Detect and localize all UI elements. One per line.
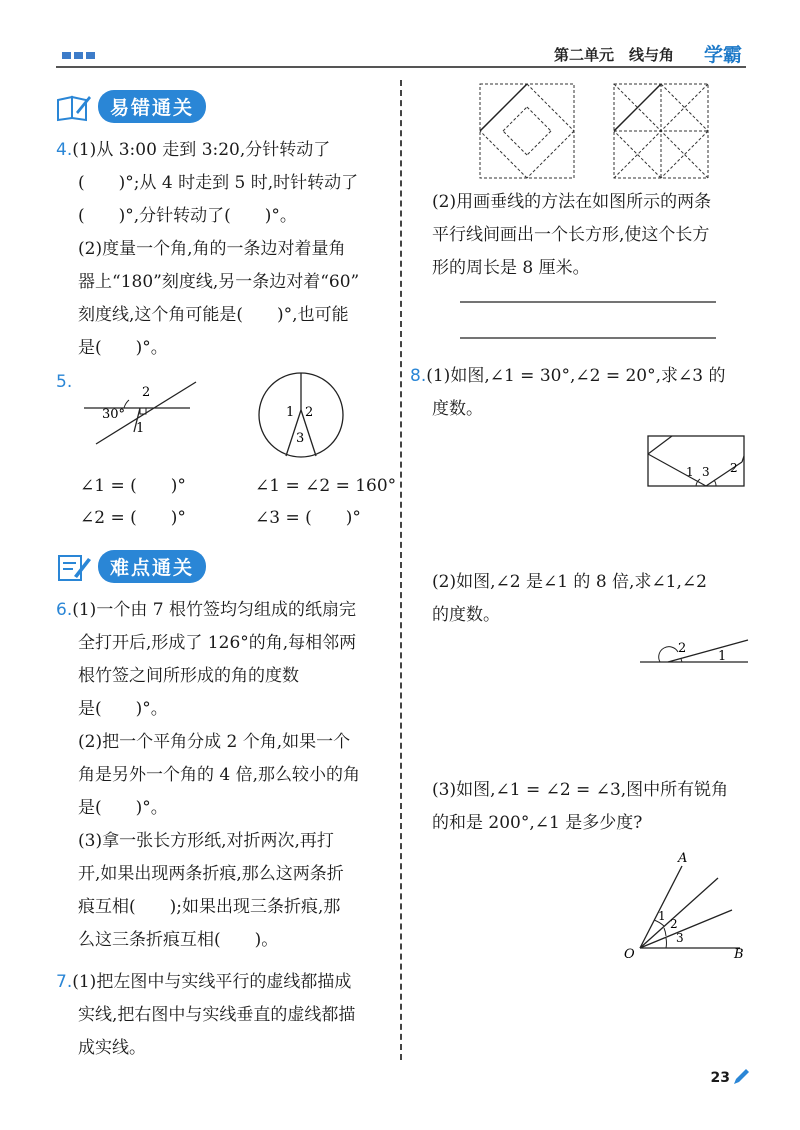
angle-3-label: 3 [296,431,305,446]
question-line: 平行线间画出一个长方形,使这个长方 [432,225,710,245]
section-badge-hard-points [56,550,206,583]
question-line: 是( )°。 [78,338,168,358]
header-decoration [62,52,95,59]
angle-2-label: 2 [305,405,314,420]
question-8-part-3 [432,774,728,840]
angle-1-label: 1 [658,909,666,923]
question-line: 么这三条折痕互相( )。 [78,930,279,950]
q5-answer-4 [255,502,361,535]
question-number: 5. [56,372,73,392]
q5-answer-1 [80,470,186,503]
question-line: (1)从 3:00 走到 3:20,分针转动了 [72,140,331,160]
question-line: 实线,把右图中与实线垂直的虚线都描 [78,1005,356,1025]
question-line: 度数。 [432,399,483,419]
angle-3-label: 3 [676,931,684,945]
question-line: 的和是 200°,∠1 是多少度? [432,813,643,833]
q8-figure-3 [620,848,750,964]
question-line: (2)度量一个角,角的一条边对着量角 [78,239,346,259]
brand-logo: 学霸 [703,44,742,66]
question-4 [56,134,359,365]
q7-parallel-lines [458,296,718,344]
question-line: (1)一个由 7 根竹签均匀组成的纸扇完 [72,600,356,620]
column-divider [400,80,402,1060]
angle-1-label: 1 [686,465,694,479]
question-line: 器上“180”刻度线,另一条边对着“60” [78,272,360,292]
angle-1-label: 1 [718,649,727,664]
question-line: ( )°;从 4 时走到 5 时,时针转动了 [78,173,359,193]
unit-title: 第二单元 线与角 [553,46,674,64]
angle-2-label: 2 [670,917,678,931]
q5-figure-2 [256,370,346,460]
q7-figure-perpendicular [612,82,710,180]
question-number: 7. [56,972,73,992]
question-number: 8. [410,366,427,386]
answer-blank: ∠3 = ( )° [255,508,361,528]
point-b-label: B [734,947,744,962]
question-line: 是( )°。 [78,699,168,719]
point-a-label: A [678,851,688,866]
angle-3-label: 3 [702,465,710,479]
angle-2-label: 2 [678,641,687,656]
angle-2-label: 2 [730,461,738,475]
question-5-number-wrap [56,366,72,399]
answer-blank: ∠2 = ( )° [80,508,186,528]
question-line: 痕互相( );如果出现三条折痕,那 [78,897,341,917]
question-line: (1)如图,∠1 = 30°,∠2 = 20°,求∠3 的 [426,366,726,386]
question-line: 成实线。 [78,1038,146,1058]
q5-answer-2 [80,502,186,535]
angle-1-label: 1 [286,405,295,420]
q7-figure-parallel [478,82,576,180]
q8-figure-1 [646,432,746,490]
question-number: 6. [56,600,73,620]
answer-blank: ∠1 = ( )° [80,476,186,496]
question-line: 全打开后,形成了 126°的角,每相邻两 [78,633,357,653]
question-line: ( )°,分针转动了( )°。 [78,206,297,226]
question-line: (2)用画垂线的方法在如图所示的两条 [432,192,712,212]
question-8-part-1 [410,360,725,426]
question-line: (2)把一个平角分成 2 个角,如果一个 [78,732,351,752]
question-line: 角是另外一个角的 4 倍,那么较小的角 [78,765,361,785]
section-title: 难点通关 [98,550,206,583]
question-line: (3)拿一张长方形纸,对折两次,再打 [78,831,334,851]
header-rule [56,66,746,68]
point-o-label: O [624,947,635,962]
question-line: 开,如果出现两条折痕,那么这两条折 [78,864,344,884]
q8-figure-2 [638,636,750,666]
question-line: 形的周长是 8 厘米。 [432,258,590,278]
angle-label: 30° [102,407,126,422]
question-number: 4. [56,140,73,160]
question-line: 刻度线,这个角可能是( )°,也可能 [78,305,349,325]
question-line: (2)如图,∠2 是∠1 的 8 倍,求∠1,∠2 [432,572,707,592]
question-7 [56,966,355,1065]
note-pencil-icon [56,552,92,582]
section-title: 易错通关 [98,90,206,123]
answer-given: ∠1 = ∠2 = 160° [255,476,397,496]
question-line: (1)把左图中与实线平行的虚线都描成 [72,972,352,992]
angle-1-label: 1 [136,421,145,436]
page-header [56,40,746,70]
q5-answer-3 [255,470,396,503]
question-line: 是( )°。 [78,798,168,818]
question-line: (3)如图,∠1 = ∠2 = ∠3,图中所有锐角 [432,780,729,800]
question-8-part-2 [432,566,707,632]
question-line: 根竹签之间所形成的角的度数 [78,666,299,686]
page-number: 23 [710,1070,730,1086]
section-badge-easy-wrong [56,90,206,123]
pen-icon [732,1068,750,1086]
question-line: 的度数。 [432,605,500,625]
question-7-part-2 [432,186,711,285]
book-pencil-icon [56,92,92,122]
question-6 [56,594,360,957]
angle-2-label: 2 [142,385,151,400]
q5-figure-1 [84,374,204,454]
